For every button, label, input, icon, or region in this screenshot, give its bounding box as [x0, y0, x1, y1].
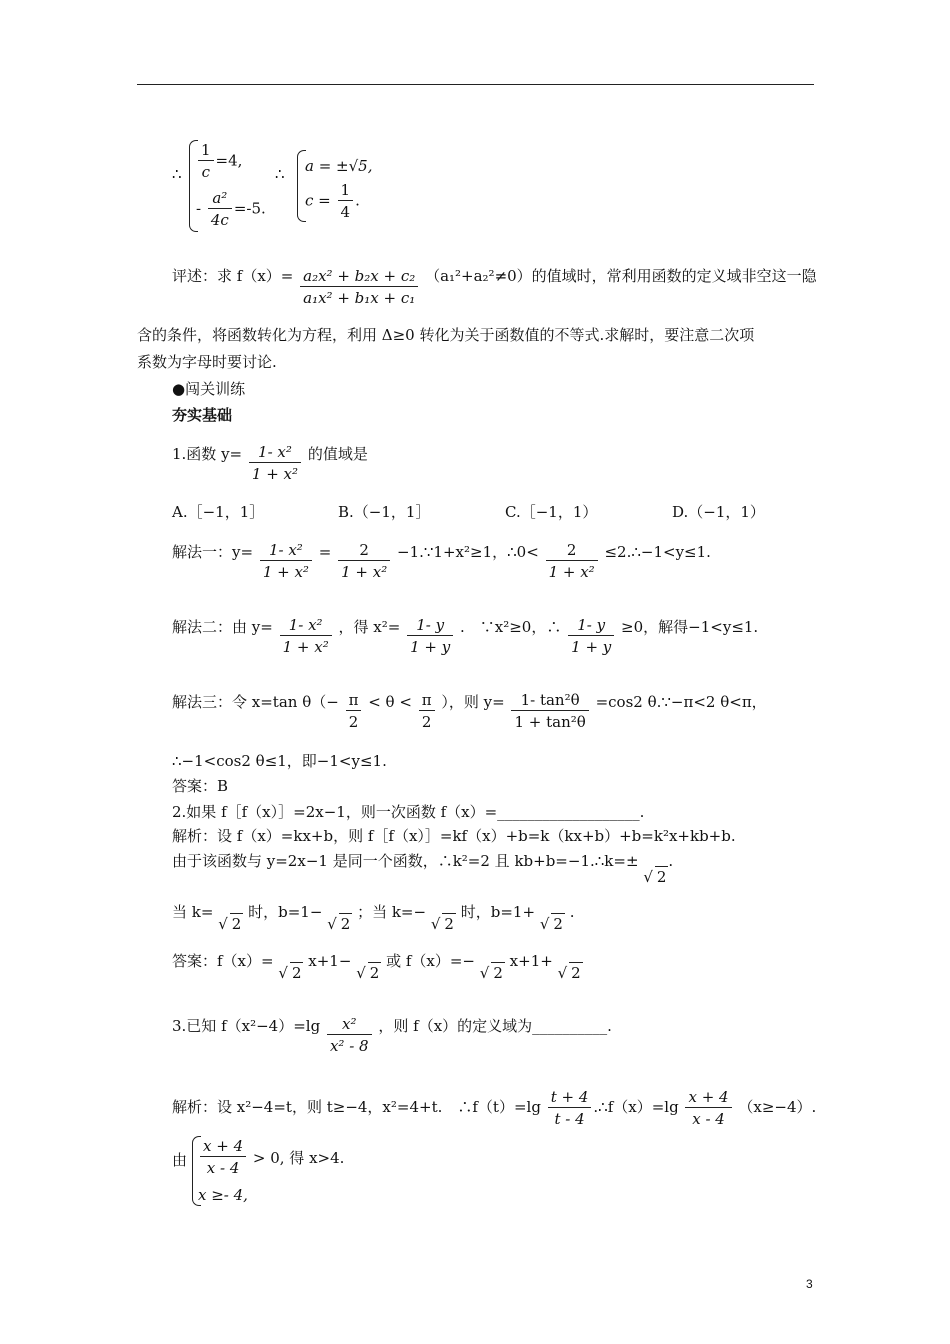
q1-option-d: D.（−1，1）: [672, 503, 765, 521]
section-title: ●闯关训练: [172, 380, 246, 398]
q1-answer: 答案：B: [172, 777, 229, 795]
q2-solution-line-1: 解析：设 f（x）=kx+b，则 f［f（x）］=kf（x）+b=k（kx+b）+b=k²x+kb+b.: [172, 827, 736, 845]
q3-system-row-2: x ≥- 4,: [198, 1186, 248, 1204]
q1-stem: 1.函数 y= $\frac{\text{1- x²}}{\text{1 + x²}}$ 的值域是: [172, 443, 368, 483]
section-subtitle: 夯实基础: [172, 406, 233, 424]
review-line-2: 含的条件，将函数转化为方程，利用 Δ≥0 转化为关于函数值的不等式.求解时，要注意二次项: [137, 326, 755, 344]
q3-stem: 3.已知 f（x²−4）=lg $\frac{\text{x²}}{\text{x² - 8}}$ ，则 f（x）的定义域为__________.: [172, 1015, 612, 1055]
q1-option-b: B.（−1，1］: [338, 503, 431, 521]
q2-stem: 2.如果 f［f（x）］=2x−1，则一次函数 f（x）=___________________.: [172, 803, 645, 821]
q2-answer: 答案：f（x）= √ 2 x+1− √ 2 或 f（x）=− √ 2 x+1+ √ 2: [172, 952, 581, 982]
q3-solution: 解析：设 x²−4=t，则 t≥−4，x²=4+t. ∴f（t）=lg $\frac{t + 4}{t - 4}$ .∴f（x）=lg $\frac{x + 4}{x - 4}$ （x≥−4）.: [172, 1088, 817, 1128]
page-number: 3: [806, 1277, 813, 1291]
q1-option-a: A.［−1，1］: [172, 503, 265, 521]
review-line-1: 评述：求 f（x）= $\frac{\text{a₂x² + b₂x + c₂}}{\text{a₁x² + b₁x + c₁}}$ （a₁²+a₂²≠0）的值域时，常利用函数的定义域非空这一隐: [172, 267, 817, 307]
top-result-2: c = $\frac{1}{4}$ .: [305, 181, 360, 221]
therefore-1: ∴: [172, 165, 182, 183]
q1-method-1: 解法一：y= $\frac{\text{1- x²}}{\text{1 + x²}}$ = $\frac{2}{\text{1 + x²}}$ −1.∵1+x²≥1，∴0< $\frac{2}{\text{1 + x²}}$ ≤2.∴−1<y≤1.: [172, 541, 711, 581]
therefore-2: ∴: [275, 165, 285, 183]
header-rule: [137, 84, 814, 85]
q3-system-lead: 由: [172, 1151, 188, 1169]
q1-method-3: 解法三：令 x=tan θ（− $\frac{\pi}{2}$ < θ < $\frac{\pi}{2}$ ），则 y= $\frac{\text{1- tan²θ}}{\text{1 + tan²θ}}$ =cos2 θ.∵−π<2 θ<π，: [172, 691, 767, 731]
q2-solution-line-3: 当 k= √ 2 时，b=1− √ 2 ；当 k=− √ 2 时，b=1+ √ 2 .: [172, 903, 575, 933]
q1-method-3-line-2: ∴−1<cos2 θ≤1，即−1<y≤1.: [172, 752, 387, 770]
q3-system-row-1: $\frac{x + 4}{x - 4}$ > 0, 得 x>4.: [198, 1136, 344, 1179]
review-line-3: 系数为字母时要讨论.: [137, 353, 277, 371]
q1-method-2: 解法二：由 y= $\frac{\text{1- x²}}{\text{1 + x²}}$ ，得 x²= $\frac{1- y}{1 + y}$ . ∵x²≥0，∴ $\frac{1- y}{1 + y}$ ≥0，解得−1<y≤1.: [172, 616, 759, 656]
top-eq-2: - $\frac{\text{a²}}{4c}$ =-5.: [196, 189, 266, 229]
top-eq-1: $\frac{1}{c}$ =4,: [196, 140, 242, 183]
q1-option-c: C.［−1，1）: [505, 503, 598, 521]
q2-solution-line-2: 由于该函数与 y=2x−1 是同一个函数，∴k²=2 且 kb+b=−1.∴k=± √ 2.: [172, 852, 674, 886]
top-result-1: a = ±√5,: [305, 157, 373, 175]
